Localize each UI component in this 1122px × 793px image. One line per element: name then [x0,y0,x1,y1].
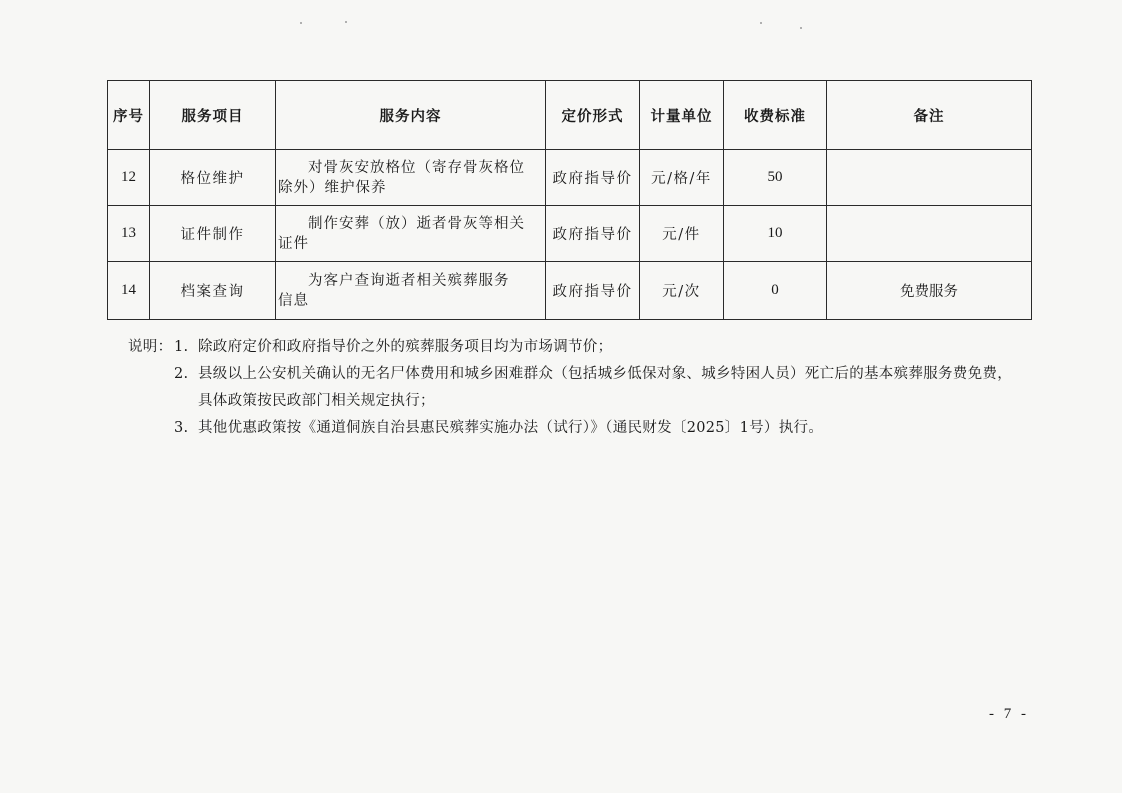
content-line-1: 为客户查询逝者相关殡葬服务 [308,272,510,289]
content-line-2: 证件 [278,235,309,252]
note-text: 县级以上公安机关确认的无名尸体费用和城乡困难群众（包括城乡低保对象、城乡特困人员）死亡后的基本殡葬服务费免费， [198,366,1012,382]
cell-pricing-form: 政府指导价 [546,262,640,320]
note-number: 3. [174,420,189,436]
scan-speck [760,22,762,24]
note-item [128,415,1048,442]
note-item [128,334,1048,361]
content-line-1: 制作安葬（放）逝者骨灰等相关 [308,215,525,232]
cell-service-item: 档案查询 [150,262,276,320]
note-number: 2. [174,366,189,382]
cell-remark: 免费服务 [827,262,1032,320]
header-pricing-form: 定价形式 [546,81,640,150]
header-unit: 计量单位 [640,81,724,150]
cell-pricing-form: 政府指导价 [546,206,640,262]
content-line-2: 除外）维护保养 [278,179,387,196]
note-item [128,361,1048,388]
content-line-2: 信息 [278,292,309,309]
note-continuation: 具体政策按民政部门相关规定执行； [198,393,435,409]
notes-section [128,334,1048,442]
cell-unit: 元/件 [640,206,724,262]
service-fee-table [107,80,1032,320]
table-row [108,206,1032,262]
scan-speck [345,21,347,23]
cell-fee-standard: 50 [724,150,827,206]
scan-speck [300,22,302,24]
notes-lead: 说明： [128,339,173,355]
cell-service-content [276,262,546,320]
table-row [108,262,1032,320]
page-number: - 7 - [989,706,1029,722]
table-header-row [108,81,1032,150]
cell-remark [827,150,1032,206]
cell-seq: 13 [108,206,150,262]
cell-service-content [276,206,546,262]
table-row [108,150,1032,206]
header-fee-standard: 收费标准 [724,81,827,150]
header-seq: 序号 [108,81,150,150]
cell-unit: 元/格/年 [640,150,724,206]
cell-pricing-form: 政府指导价 [546,150,640,206]
cell-service-content [276,150,546,206]
scan-speck [800,27,802,29]
cell-seq: 14 [108,262,150,320]
header-remark: 备注 [827,81,1032,150]
note-number: 1. [174,339,189,355]
cell-seq: 12 [108,150,150,206]
cell-service-item: 证件制作 [150,206,276,262]
note-text: 其他优惠政策按《通道侗族自治县惠民殡葬实施办法（试行）》（通民财发〔2025〕1号）执行。 [198,420,824,436]
cell-service-item: 格位维护 [150,150,276,206]
cell-fee-standard: 10 [724,206,827,262]
header-service-item: 服务项目 [150,81,276,150]
cell-remark [827,206,1032,262]
cell-fee-standard: 0 [724,262,827,320]
content-line-1: 对骨灰安放格位（寄存骨灰格位 [308,159,525,176]
cell-unit: 元/次 [640,262,724,320]
header-service-content: 服务内容 [276,81,546,150]
note-text: 除政府定价和政府指导价之外的殡葬服务项目均为市场调节价； [198,339,613,355]
